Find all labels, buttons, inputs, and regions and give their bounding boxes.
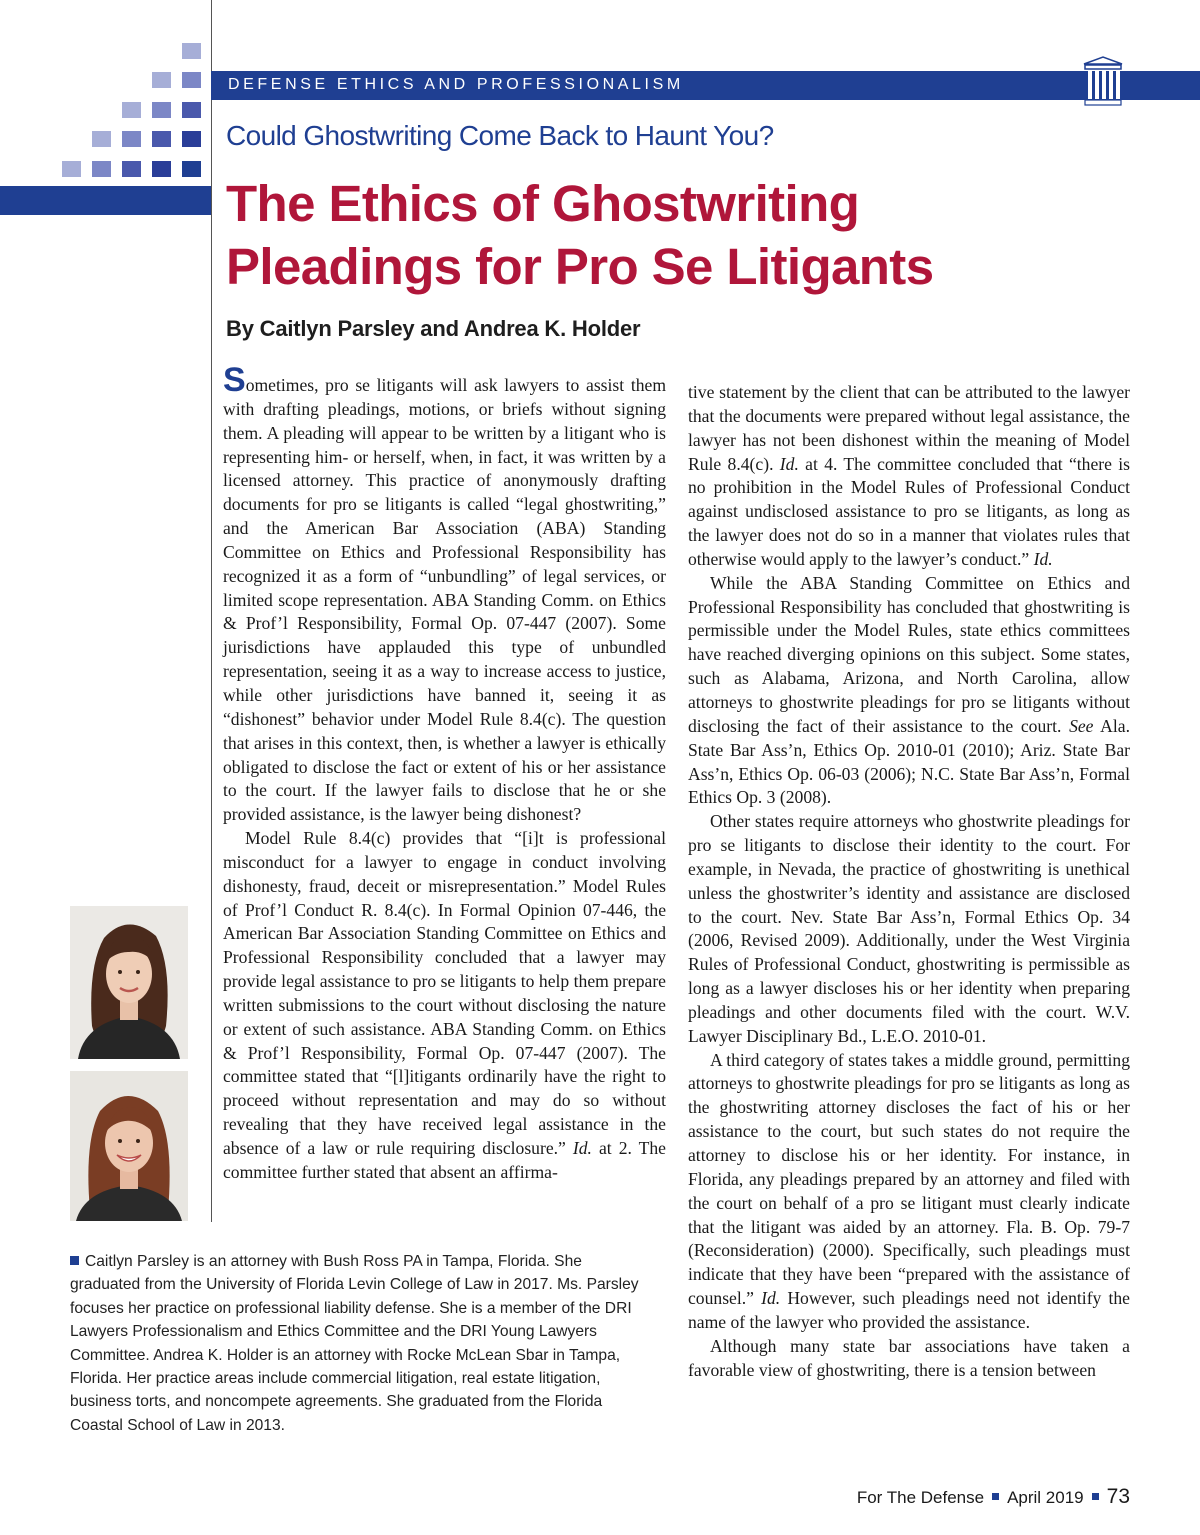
- paragraph: tive statement by the client that can be attributed to the lawyer that the documents were prepared without legal assistance, the lawyer has not been dishonest within the meaning of Model Rule 8.4(c). Id. at 4. The committee concluded that “there is no prohibition in the Model Rules of Professional Conduct against undisclosed assistance to pro se litigants, as long as the lawyer does not do so in a manner that violates rules that otherwise would apply to the lawyer’s conduct.” Id.: [688, 382, 1130, 569]
- paragraph: Model Rule 8.4(c) provides that “[i]t is professional misconduct for a lawyer to engage in conduct involving dishonesty, fraud, deceit or misrepresentation.” Model Rules of Prof’l Conduct R. 8.4(c). In Formal Opinion 07-446, the American Bar Association Standing Committee on Ethics and Professional Responsibility concluded that a lawyer may provide legal assistance to pro se litigants to help them prepare written submissions to the court without disclosing the nature or extent of such assistance. ABA Standing Comm. on Ethics & Prof’l Responsibility, Formal Op. 07-447 (2007). The committee stated that “[l]itigants ordinarily have the right to proceed without representation and may do so without revealing that they have received legal assistance in the absence of a law or rule requiring disclosure.” Id. at 2. The committee further stated that absent an affirma-: [223, 828, 666, 1182]
- paragraph: Other states require attorneys who ghostwrite pleadings for pro se litigants to disclose their identity to the court. For example, in Nevada, the practice of ghostwriting is unethical unless the ghostwriter’s identity and assistance are disclosed to the court. Nev. State Bar Ass’n, Formal Ethics Op. 34 (2006, Revised 2009). Additionally, under the West Virginia Rules of Professional Conduct, ghostwriting is permissible as long as a lawyer discloses his or her identity when preparing pleadings and other documents filed with the court. W.V. Lawyer Disciplinary Bd., L.E.O. 2010-01.: [688, 811, 1130, 1046]
- article-column-left: [223, 361, 666, 1185]
- paragraph: A third category of states takes a middle ground, permitting attorneys to ghostwrite pleadings for pro se litigants as long as the ghostwriting attorney discloses the fact of his or her assistance to the court, but such states do not require the attorney to disclose his or her identity. For instance, in Florida, any pleadings prepared by an attorney and filed with the court on behalf of a pro se litigant must clearly indicate that the litigant was aided by an attorney. Fla. B. Op. 79-7 (Reconsideration) (2000). Specifically, such pleadings must indicate that they have been “prepared with the assistance of counsel.” Id. However, such pleadings need not identify the name of the lawyer who provided the assistance.: [688, 1049, 1130, 1332]
- byline: By Caitlyn Parsley and Andrea K. Holder: [226, 316, 641, 341]
- separator-square-icon: [992, 1493, 999, 1500]
- bullet-square-icon: [70, 1256, 79, 1265]
- paragraph: Sometimes, pro se litigants will ask lawyers to assist them with drafting pleadings, motions, or briefs without signing them. A pleading will appear to be written by a litigant who is representing him- or herself, when, in fact, it was written by a licensed attorney. This practice of anonymously drafting documents for pro se litigants is called “legal ghostwriting,” and the American Bar Association (ABA) Standing Committee on Ethics and Professional Responsibility has recognized it as a form of “unbundling” of legal services, or limited scope representation. ABA Standing Comm. on Ethics & Prof’l Responsibility, Formal Op. 07-447 (2007). Some jurisdictions have applauded this type of unbundled representation, seeing it as a way to increase access to justice, while other jurisdictions have banned it, seeing it as “dishonest” behavior under Model Rule 8.4(c). The question that arises in this context, then, is whether a lawyer is ethically obligated to disclose the fact or extent of his or her assistance to the court. If the lawyer fails to disclose that he or she provided assistance, is the lawyer being dishonest?: [223, 361, 666, 825]
- paragraph: Although many state bar associations have taken a favorable view of ghostwriting, there is a tension between: [688, 1335, 1130, 1380]
- author-photo-holder: [70, 1071, 188, 1221]
- paragraph: While the ABA Standing Committee on Ethics and Professional Responsibility has concluded that ghostwriting is permissible under the Model Rules, state ethics committees have reached diverging opinions on this subject. Some states, such as Alabama, Arizona, and North Carolina, allow attorneys to ghostwrite pleadings for pro se litigants without disclosing the fact of their assistance to the court. See Ala. State Bar Ass’n, Ethics Op. 2010-01 (2010); Ariz. State Bar Ass’n, Ethics Op. 06-03 (2006); N.C. State Bar Ass’n, Formal Ethics Op. 3 (2008).: [688, 572, 1130, 808]
- author-bio: Caitlyn Parsley is an attorney with Bush Ross PA in Tampa, Florida. She graduated from the University of Florida Levin College of Law in 2017. Ms. Parsley focuses her practice on professional liability defense. She is a member of the DRI Lawyers Professionalism and Ethics Committee and the DRI Young Lawyers Committee. Andrea K. Holder is an attorney with Rocke McLean Sbar in Tampa, Florida. Her practice areas include commercial litigation, real estate litigation, business torts, and noncompete agreements. She graduated from the Florida Coastal School of Law in 2013.: [70, 1253, 639, 1434]
- section-label: DEFENSE ETHICS AND PROFESSIONALISM: [228, 76, 684, 93]
- article-column-right: [688, 381, 1130, 1382]
- article-title-line2: Pleadings for Pro Se Litigants: [226, 238, 934, 295]
- publication-name: For The Defense: [856, 1488, 985, 1507]
- left-accent-band: [0, 186, 211, 215]
- column-rule: [211, 0, 212, 1222]
- page-footer: [857, 1485, 1130, 1509]
- article-title: [226, 172, 933, 298]
- pillar-icon: [1082, 55, 1124, 107]
- page-number: 73: [1106, 1485, 1130, 1508]
- issue-date: April 2019: [1007, 1488, 1084, 1507]
- article-title-line1: The Ethics of Ghostwriting: [226, 175, 860, 232]
- author-photo-parsley: [70, 906, 188, 1059]
- article-kicker: Could Ghostwriting Come Back to Haunt You?: [226, 120, 774, 151]
- drop-cap: S: [223, 361, 246, 399]
- separator-square-icon: [1092, 1493, 1099, 1500]
